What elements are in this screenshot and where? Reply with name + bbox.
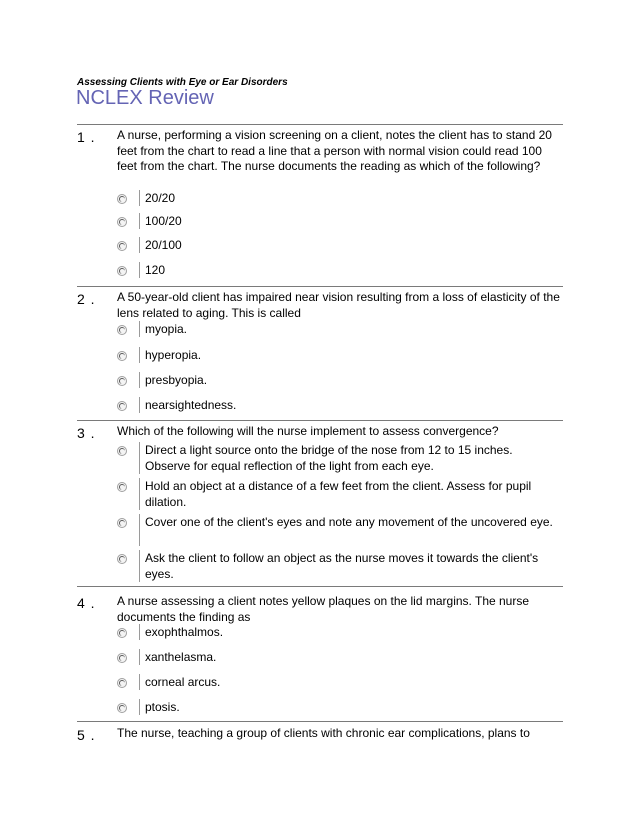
option-label: 20/20	[145, 191, 176, 205]
divider	[77, 420, 563, 421]
option-label: 20/100	[145, 238, 182, 252]
radio-button[interactable]	[117, 325, 127, 335]
option-label: xanthelasma.	[145, 650, 217, 664]
option-label: myopia.	[145, 322, 188, 336]
divider	[77, 286, 563, 287]
option-label: Direct a light source onto the bridge of the nose from 12 to 15 inches. Observe for equal reflection of the light from each eye.	[145, 443, 513, 473]
radio-button[interactable]	[117, 446, 127, 456]
option-divider	[139, 347, 140, 363]
option-divider	[139, 372, 140, 388]
radio-button[interactable]	[117, 482, 127, 492]
option-label: corneal arcus.	[145, 675, 221, 689]
option-label: 100/20	[145, 214, 182, 228]
option-divider	[139, 624, 140, 640]
option-label: ptosis.	[145, 700, 180, 714]
question-text: A nurse, performing a vision screening on a client, notes the client has to stand 20 feet from the chart to read a line that a person with normal vision could read 100 feet from the chart. The nurse documents the reading as which of the following?	[117, 128, 552, 173]
radio-button[interactable]	[117, 376, 127, 386]
radio-button[interactable]	[117, 554, 127, 564]
option-divider	[139, 237, 140, 253]
question-number: 5 .	[77, 727, 96, 743]
option-divider	[139, 674, 140, 690]
option-label: Cover one of the client's eyes and note any movement of the uncovered eye.	[145, 515, 553, 529]
option-label: Ask the client to follow an object as the nurse moves it towards the client's eyes.	[145, 551, 539, 581]
radio-button[interactable]	[117, 266, 127, 276]
question-number: 3 .	[77, 425, 96, 441]
question-number: 4 .	[77, 595, 96, 611]
option-divider	[139, 442, 140, 474]
document-subtitle: Assessing Clients with Eye or Ear Disorders	[77, 77, 288, 88]
option-divider	[139, 514, 140, 546]
question-text: Which of the following will the nurse implement to assess convergence?	[117, 424, 499, 438]
option-label: presbyopia.	[145, 373, 208, 387]
divider	[77, 586, 563, 587]
option-divider	[139, 699, 140, 715]
document-title: NCLEX Review	[76, 87, 214, 109]
question-number: 1 .	[77, 129, 96, 145]
radio-button[interactable]	[117, 678, 127, 688]
divider	[77, 721, 563, 722]
option-divider	[139, 321, 140, 337]
question-number: 2 .	[77, 291, 96, 307]
radio-button[interactable]	[117, 217, 127, 227]
option-divider	[139, 550, 140, 582]
divider	[77, 124, 563, 125]
option-label: exophthalmos.	[145, 625, 224, 639]
radio-button[interactable]	[117, 653, 127, 663]
question-text: A 50-year-old client has impaired near vision resulting from a loss of elasticity of the lens related to aging. This is called	[117, 290, 560, 320]
option-label: hyperopia.	[145, 348, 202, 362]
radio-button[interactable]	[117, 703, 127, 713]
option-divider	[139, 478, 140, 510]
radio-button[interactable]	[117, 628, 127, 638]
radio-button[interactable]	[117, 241, 127, 251]
option-divider	[139, 649, 140, 665]
radio-button[interactable]	[117, 401, 127, 411]
radio-button[interactable]	[117, 351, 127, 361]
question-text: The nurse, teaching a group of clients with chronic ear complications, plans to	[117, 726, 530, 740]
option-divider	[139, 213, 140, 229]
question-text: A nurse assessing a client notes yellow plaques on the lid margins. The nurse documents the finding as	[117, 594, 530, 624]
option-divider	[139, 262, 140, 278]
radio-button[interactable]	[117, 518, 127, 528]
option-label: 120	[145, 263, 166, 277]
option-divider	[139, 397, 140, 413]
option-label: nearsightedness.	[145, 398, 237, 412]
option-label: Hold an object at a distance of a few feet from the client. Assess for pupil dilation.	[145, 479, 532, 509]
option-divider	[139, 190, 140, 206]
radio-button[interactable]	[117, 194, 127, 204]
